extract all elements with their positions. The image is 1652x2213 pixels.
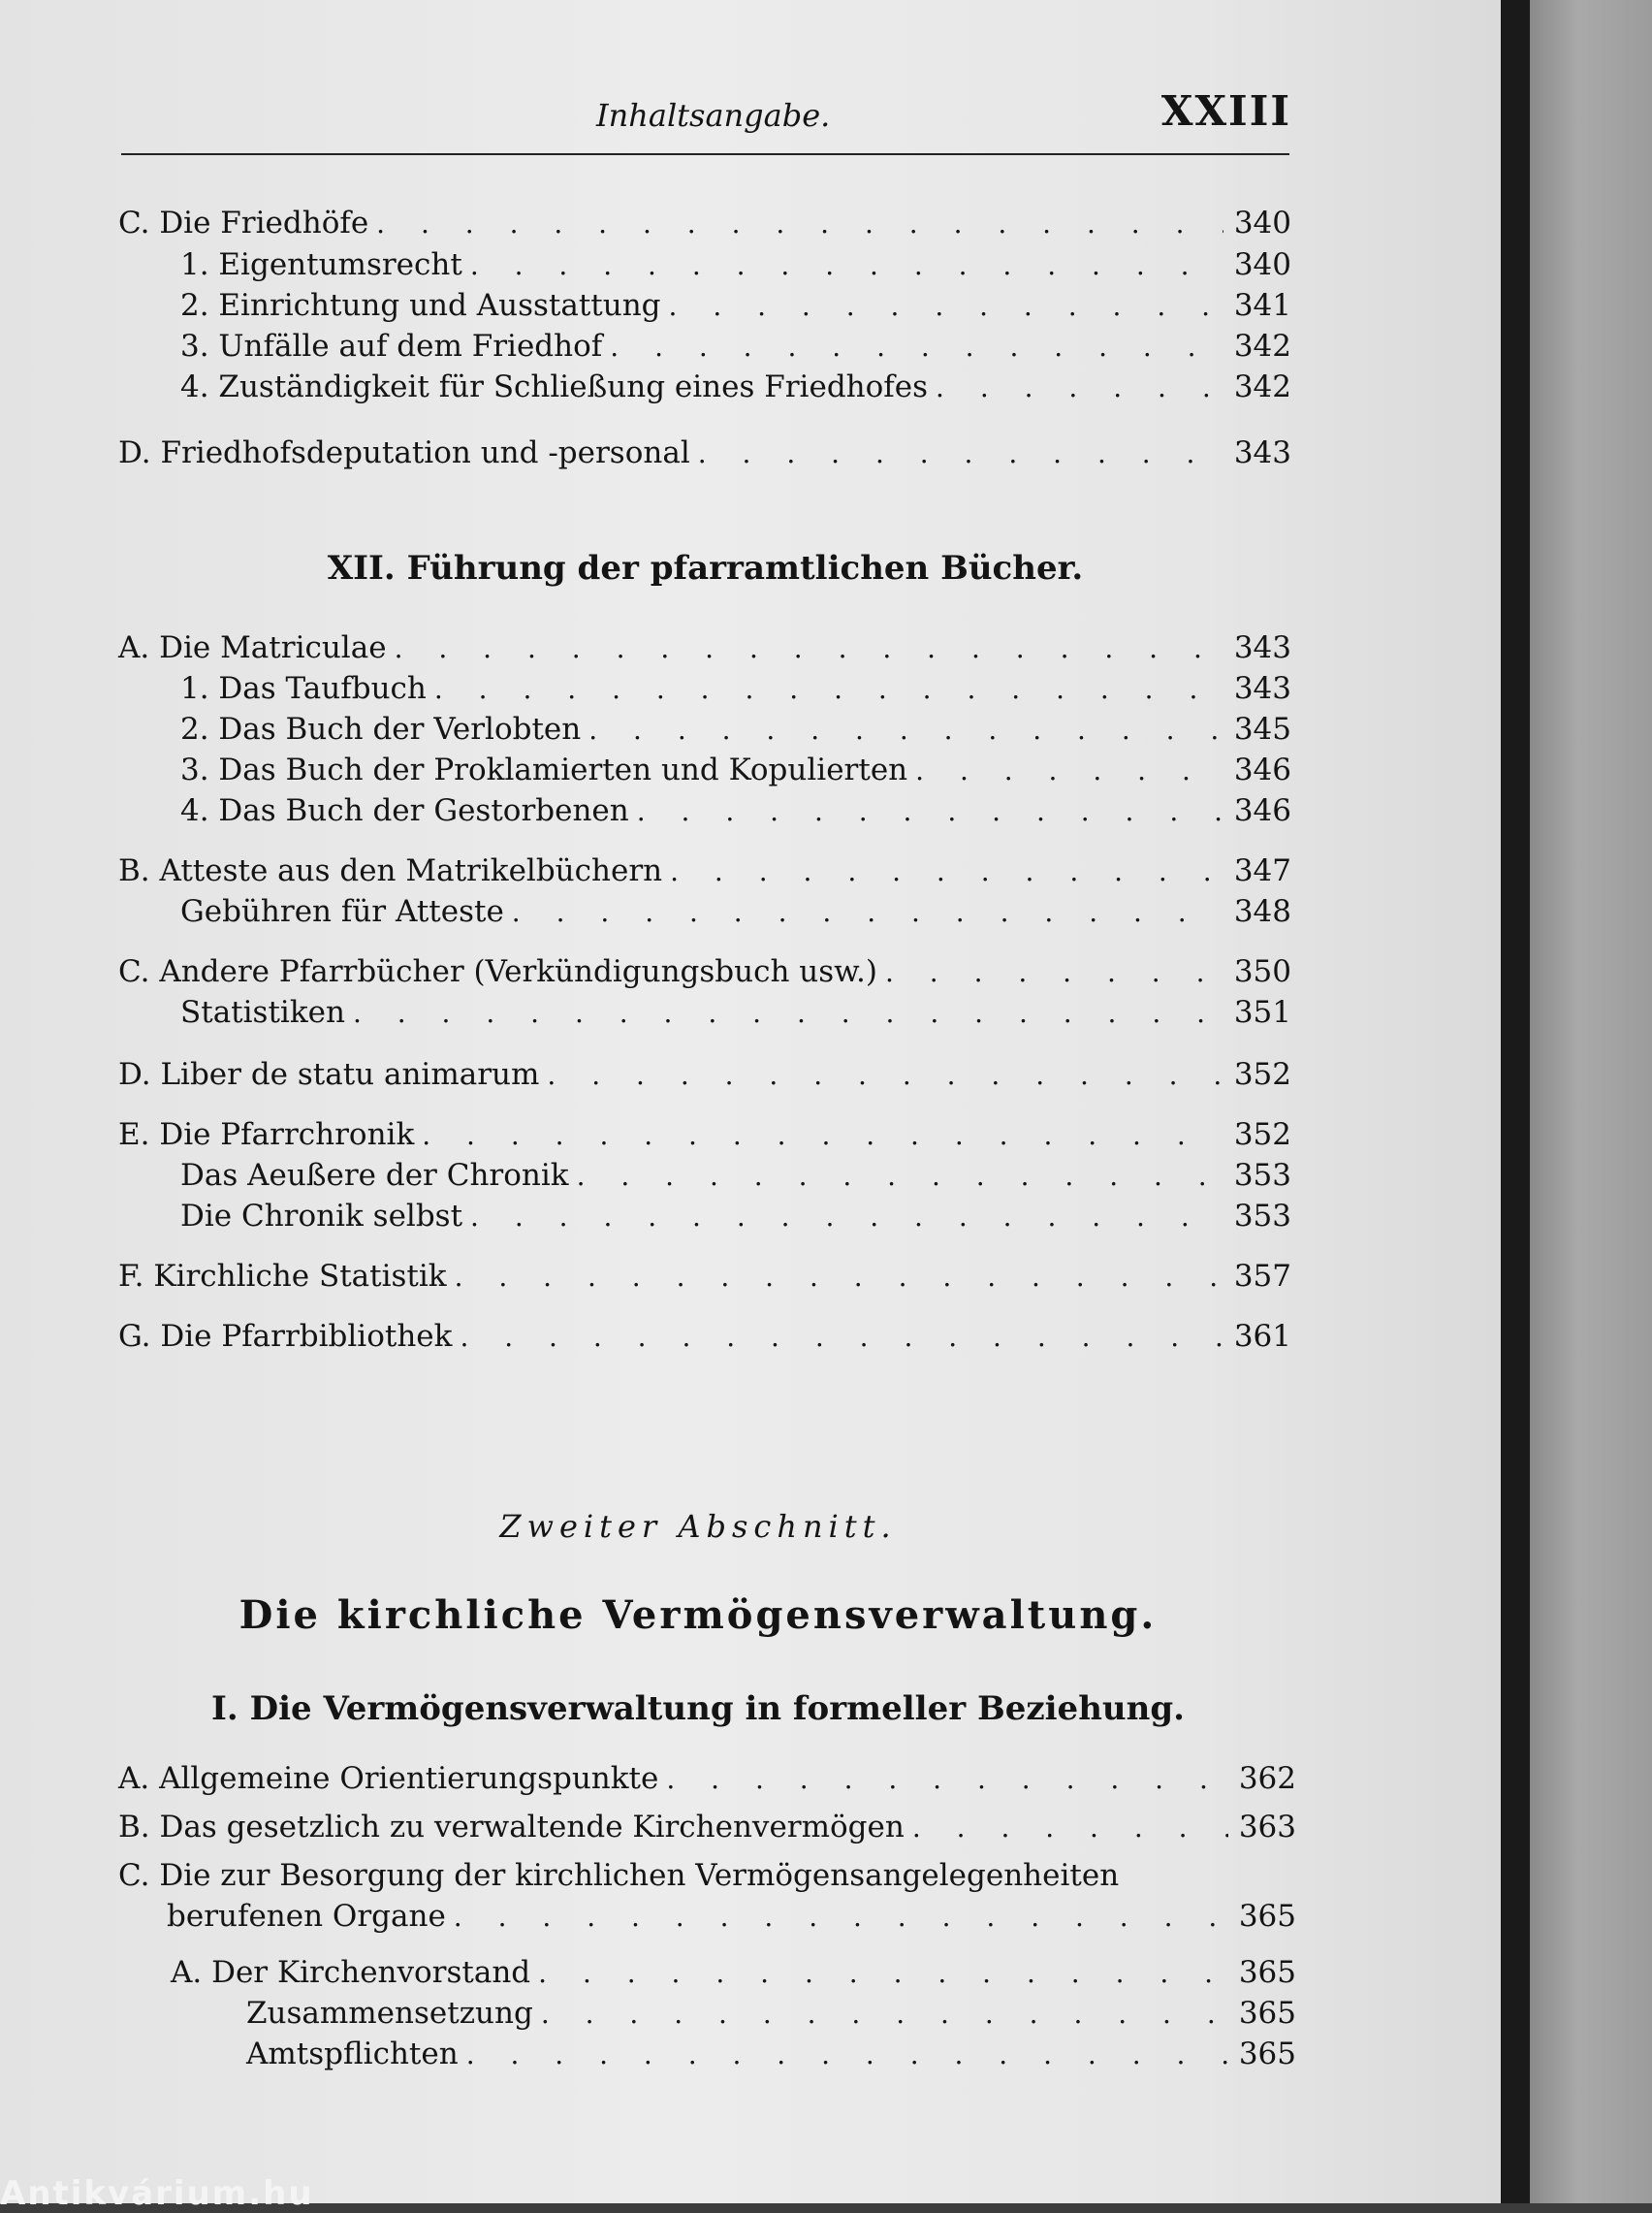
leader-dots bbox=[470, 249, 1223, 281]
toc-entry bbox=[118, 1319, 1291, 1362]
toc-entry bbox=[180, 894, 1291, 937]
toc-page: 350 bbox=[1233, 954, 1291, 989]
toc-page: 362 bbox=[1238, 1761, 1296, 1796]
toc-entry bbox=[167, 1899, 1296, 1941]
toc-label: E. Die Pfarrchronik bbox=[118, 1117, 415, 1152]
toc-label: A. Allgemeine Orientierungspunkte bbox=[118, 1761, 659, 1796]
toc-label: 4. Das Buch der Gestorbenen bbox=[180, 793, 629, 828]
toc-label: D. Friedhofsdeputation und -personal bbox=[118, 435, 690, 470]
toc-page: 353 bbox=[1233, 1199, 1291, 1234]
toc-entry bbox=[180, 753, 1291, 795]
toc-page: 342 bbox=[1233, 369, 1291, 404]
toc-entry bbox=[180, 793, 1291, 836]
toc-label: G. Die Pfarrbibliothek bbox=[118, 1319, 453, 1354]
toc-label: 1. Eigentumsrecht bbox=[180, 247, 462, 282]
leader-dots bbox=[885, 956, 1223, 988]
toc-page: 357 bbox=[1233, 1259, 1291, 1294]
leader-dots bbox=[512, 896, 1223, 928]
toc-label: B. Atteste aus den Matrikelbüchern bbox=[118, 853, 663, 888]
leader-dots bbox=[936, 371, 1223, 403]
header-rule bbox=[121, 153, 1289, 155]
toc-page: 346 bbox=[1233, 753, 1291, 787]
toc-page: 353 bbox=[1233, 1158, 1291, 1193]
toc-page: 351 bbox=[1233, 995, 1291, 1030]
section-heading: XII. Führung der pfarramtlichen Bücher. bbox=[327, 549, 1084, 588]
toc-page: 343 bbox=[1233, 630, 1291, 665]
toc-label: Amtspflichten bbox=[246, 2037, 459, 2071]
toc-label: B. Das gesetzlich zu verwaltende Kirchenvermögen bbox=[118, 1810, 905, 1844]
toc-label: 3. Unfälle auf dem Friedhof bbox=[180, 329, 603, 364]
toc-entry bbox=[180, 247, 1291, 290]
toc-entry bbox=[180, 712, 1291, 754]
leader-dots bbox=[698, 437, 1223, 469]
watermark: Antikvárium.hu bbox=[0, 2174, 314, 2213]
leader-dots bbox=[610, 331, 1223, 363]
toc-label: 3. Das Buch der Proklamierten und Kopulierten bbox=[180, 753, 908, 787]
toc-label: 2. Das Buch der Verlobten bbox=[180, 712, 582, 747]
toc-entry bbox=[180, 329, 1291, 371]
toc-label: Das Aeußere der Chronik bbox=[180, 1158, 569, 1193]
toc-page: 361 bbox=[1233, 1319, 1291, 1354]
toc-page: 341 bbox=[1233, 288, 1291, 323]
toc-entry bbox=[180, 369, 1291, 412]
part-title: Die kirchliche Vermögensverwaltung. bbox=[238, 1592, 1158, 1638]
toc-entry bbox=[180, 995, 1291, 1038]
toc-entry bbox=[118, 630, 1291, 673]
toc-entry bbox=[118, 1259, 1291, 1301]
toc-entry bbox=[180, 1199, 1291, 1241]
leader-dots bbox=[466, 2038, 1228, 2070]
toc-page: 345 bbox=[1233, 712, 1291, 747]
toc-label: Gebühren für Atteste bbox=[180, 894, 504, 929]
toc-entry bbox=[171, 1955, 1296, 1998]
leader-dots bbox=[666, 1763, 1228, 1795]
leader-dots bbox=[470, 1201, 1223, 1233]
leader-dots bbox=[577, 1160, 1223, 1192]
toc-page: 365 bbox=[1238, 1899, 1296, 1934]
leader-dots bbox=[588, 714, 1223, 746]
toc-label: 4. Zuständigkeit für Schließung eines Friedhofes bbox=[180, 369, 929, 404]
toc-entry bbox=[118, 206, 1291, 248]
toc-entry bbox=[118, 1117, 1291, 1160]
toc-page: 343 bbox=[1233, 671, 1291, 706]
leader-dots bbox=[915, 754, 1223, 786]
toc-page: 340 bbox=[1233, 247, 1291, 282]
toc-label: C. Andere Pfarrbücher (Verkündigungsbuch usw.) bbox=[118, 954, 877, 989]
toc-wrapped-label: C. Die zur Besorgung der kirchlichen Vermögensangelegenheiten bbox=[118, 1858, 1120, 1893]
toc-page: 363 bbox=[1238, 1810, 1296, 1844]
book-spine bbox=[1501, 0, 1530, 2203]
toc-page: 365 bbox=[1238, 1955, 1296, 1990]
leader-dots bbox=[434, 673, 1223, 705]
toc-page: 348 bbox=[1233, 894, 1291, 929]
toc-entry bbox=[180, 288, 1291, 331]
toc-entry bbox=[118, 954, 1291, 997]
toc-label: 2. Einrichtung und Ausstattung bbox=[180, 288, 661, 323]
running-head: Inhaltsangabe. bbox=[596, 97, 831, 134]
page-number: XXIII bbox=[1160, 87, 1291, 135]
toc-page: 352 bbox=[1233, 1117, 1291, 1152]
toc-label: Statistiken bbox=[180, 995, 345, 1030]
toc-page: 343 bbox=[1233, 435, 1291, 470]
toc-page: 340 bbox=[1233, 206, 1291, 241]
leader-dots bbox=[422, 1119, 1223, 1151]
leader-dots bbox=[538, 1957, 1228, 1989]
toc-entry bbox=[246, 2037, 1296, 2079]
toc-entry bbox=[118, 1057, 1291, 1100]
toc-label: 1. Das Taufbuch bbox=[180, 671, 427, 706]
toc-entry bbox=[180, 1158, 1291, 1201]
toc-entry bbox=[118, 435, 1291, 478]
leader-dots bbox=[353, 997, 1223, 1029]
toc-page: 346 bbox=[1233, 793, 1291, 828]
toc-entry bbox=[118, 1761, 1296, 1804]
toc-page: 347 bbox=[1233, 853, 1291, 888]
leader-dots bbox=[912, 1812, 1228, 1844]
toc-label: A. Die Matriculae bbox=[118, 630, 387, 665]
toc-page: 365 bbox=[1238, 1996, 1296, 2031]
toc-label: Zusammensetzung bbox=[246, 1996, 533, 2031]
leader-dots bbox=[541, 1998, 1228, 2030]
toc-page: 365 bbox=[1238, 2037, 1296, 2071]
toc-label: C. Die Friedhöfe bbox=[118, 206, 369, 241]
book-cover-edge bbox=[1530, 0, 1652, 2203]
leader-dots bbox=[547, 1059, 1223, 1091]
toc-label: A. Der Kirchenvorstand bbox=[171, 1955, 531, 1990]
toc-page: 342 bbox=[1233, 329, 1291, 364]
toc-entry bbox=[118, 853, 1291, 896]
toc-entry bbox=[118, 1810, 1296, 1852]
leader-dots bbox=[454, 1901, 1228, 1933]
section-heading: I. Die Vermögensverwaltung in formeller Beziehung. bbox=[211, 1689, 1185, 1728]
toc-label: F. Kirchliche Statistik bbox=[118, 1259, 447, 1294]
toc-page: 352 bbox=[1233, 1057, 1291, 1092]
toc-entry bbox=[246, 1996, 1296, 2038]
toc-label: Die Chronik selbst bbox=[180, 1199, 463, 1234]
leader-dots bbox=[376, 208, 1223, 240]
leader-dots bbox=[395, 632, 1223, 664]
toc-label: berufenen Organe bbox=[167, 1899, 446, 1934]
leader-dots bbox=[669, 290, 1223, 322]
leader-dots bbox=[455, 1261, 1223, 1293]
toc-entry bbox=[180, 671, 1291, 714]
toc-label: D. Liber de statu animarum bbox=[118, 1057, 540, 1092]
leader-dots bbox=[670, 855, 1223, 887]
part-subtitle: Zweiter Abschnitt. bbox=[499, 1508, 897, 1545]
leader-dots bbox=[460, 1321, 1223, 1353]
leader-dots bbox=[637, 795, 1223, 827]
